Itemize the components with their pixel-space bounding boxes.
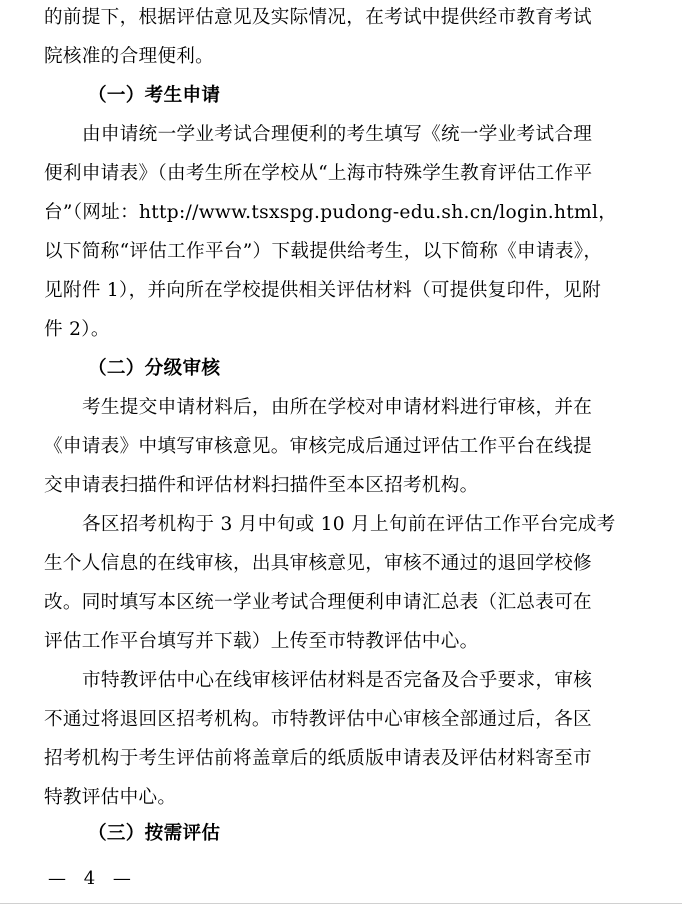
paragraph-line: 见附件 1），并向所在学校提供相关评估材料（可提供复印件，见附 xyxy=(44,280,601,301)
section-heading-assessment-on-demand: （三）按需评估 xyxy=(88,823,221,844)
paragraph-line: 评估工作平台填写并下载）上传至市特教评估中心。 xyxy=(44,631,479,652)
paragraph-line: 招考机构于考生评估前将盖章后的纸质版申请表及评估材料寄至市 xyxy=(44,748,592,769)
section-heading-applicant-application: （一）考生申请 xyxy=(88,85,221,106)
intro-line-2: 院核准的合理便利。 xyxy=(44,46,215,67)
paragraph-line: 改。同时填写本区统一学业考试合理便利申请汇总表（汇总表可在 xyxy=(44,592,592,613)
paragraph-line: 不通过将退回区招考机构。市特教评估中心审核全部通过后，各区 xyxy=(44,709,592,730)
section-heading-tiered-review: （二）分级审核 xyxy=(88,358,221,379)
paragraph-line: 特教评估中心。 xyxy=(44,787,177,808)
paragraph-line: 市特教评估中心在线审核评估材料是否完备及合乎要求，审核 xyxy=(82,670,593,691)
paragraph-line: 各区招考机构于 3 月中旬或 10 月上旬前在评估工作平台完成考 xyxy=(82,514,616,535)
paragraph-line: 生个人信息的在线审核，出具审核意见，审核不通过的退回学校修 xyxy=(44,553,592,574)
paragraph-line: 以下简称“评估工作平台”）下载提供给考生，以下简称《申请表》， xyxy=(44,241,603,262)
intro-line-1: 的前提下，根据评估意见及实际情况，在考试中提供经市教育考试 xyxy=(44,7,592,28)
page-number: — 4 — xyxy=(48,868,137,889)
paragraph-line: 件 2）。 xyxy=(44,319,110,340)
paragraph-line: 《申请表》中填写审核意见。审核完成后通过评估工作平台在线提 xyxy=(44,436,592,457)
paragraph-line: 交申请表扫描件和评估材料扫描件至本区招考机构。 xyxy=(44,475,479,496)
paragraph-line: 便利申请表》（由考生所在学校从“上海市特殊学生教育评估工作平 xyxy=(44,163,593,184)
paragraph-line: 台”（网址：http://www.tsxspg.pudong-edu.sh.cn/login.html， xyxy=(44,202,618,223)
paragraph-line: 由申请统一学业考试合理便利的考生填写《统一学业考试合理 xyxy=(82,124,593,145)
paragraph-line: 考生提交申请材料后，由所在学校对申请材料进行审核，并在 xyxy=(82,397,593,418)
page-bottom-divider xyxy=(0,903,682,904)
